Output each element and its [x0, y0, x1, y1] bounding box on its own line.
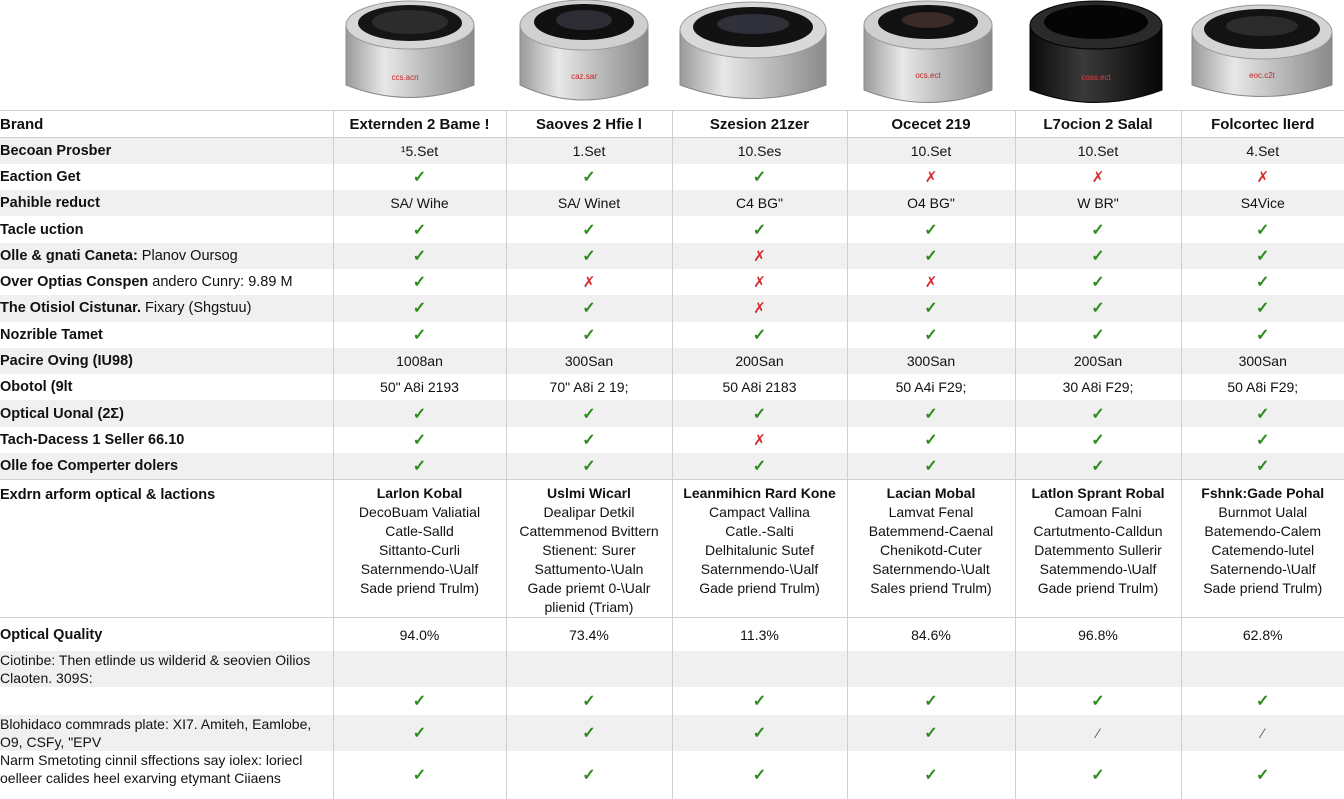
check-icon: ✓: [582, 327, 595, 344]
check-icon: ✓: [413, 248, 426, 265]
feature-line: Saternmendo-\Ualf: [334, 560, 506, 579]
table-cell: [672, 687, 847, 715]
table-cell: [1015, 651, 1181, 687]
feature-line: Latlon Sprant Robal: [1016, 484, 1181, 503]
feature-line: Gade priend Trulm): [1016, 579, 1181, 598]
column-header: Szesion 21zer: [672, 111, 847, 138]
table-cell: 300San: [847, 348, 1015, 374]
table-cell: [1181, 715, 1344, 751]
feature-line: Camoan Falni: [1016, 503, 1181, 522]
table-cell: [1181, 751, 1344, 799]
check-icon: ✓: [413, 767, 426, 784]
table-cell: [1181, 164, 1344, 190]
feature-line: DecoBuam Valiatial: [334, 503, 506, 522]
faint-mark-icon: ⁄: [1262, 725, 1264, 741]
feature-line: Leanmihicn Rard Kone: [673, 484, 847, 503]
table-cell: [1015, 715, 1181, 751]
table-row: [0, 453, 1344, 479]
table-cell: [333, 400, 506, 426]
table-cell: [672, 216, 847, 242]
svg-text:caz.sar: caz.sar: [571, 72, 597, 81]
table-cell: [333, 453, 506, 479]
table-cell: [672, 453, 847, 479]
header-row: [0, 111, 1344, 138]
lens-image-row: [0, 0, 1344, 110]
table-row: [0, 216, 1344, 242]
feature-line: Sittanto-Curli: [334, 541, 506, 560]
check-icon: ✓: [1091, 327, 1104, 344]
table-cell: [333, 715, 506, 751]
table-cell: [1015, 751, 1181, 799]
table-cell: 4.Set: [1181, 138, 1344, 164]
feature-line: Larlon Kobal: [334, 484, 506, 503]
cross-icon: ✗: [925, 169, 938, 186]
table-cell: [1015, 687, 1181, 715]
check-icon: ✓: [924, 327, 937, 344]
check-icon: ✓: [413, 300, 426, 317]
optical-quality-value: 84.6%: [847, 617, 1015, 651]
table-cell: [847, 751, 1015, 799]
table-cell: [333, 243, 506, 269]
row-label-text: Obotol (9lt: [0, 379, 73, 395]
check-icon: ✓: [924, 693, 937, 710]
row-label: [0, 374, 333, 400]
table-cell: [672, 651, 847, 687]
table-cell: 200San: [672, 348, 847, 374]
optical-quality-value: 94.0%: [333, 617, 506, 651]
row-label-text: Nozrible Tamet: [0, 327, 103, 343]
table-cell: [1181, 427, 1344, 453]
table-cell: 1008an: [333, 348, 506, 374]
table-row: [0, 400, 1344, 426]
check-icon: ✓: [582, 406, 595, 423]
check-icon: ✓: [1256, 693, 1269, 710]
check-icon: ✓: [413, 222, 426, 239]
check-icon: ✓: [413, 693, 426, 710]
table-row: [0, 190, 1344, 216]
check-icon: ✓: [413, 406, 426, 423]
table-cell: 10.Set: [1015, 138, 1181, 164]
table-cell: [1015, 453, 1181, 479]
check-icon: ✓: [753, 327, 766, 344]
table-cell: [506, 216, 672, 242]
check-icon: ✓: [1091, 458, 1104, 475]
check-icon: ✓: [1091, 693, 1104, 710]
table-row: [0, 427, 1344, 453]
features-label: Exdrn arform optical & lactions: [0, 479, 333, 617]
feature-line: Batemendo-Calem: [1182, 522, 1344, 541]
check-icon: ✓: [1256, 432, 1269, 449]
table-cell: [1015, 243, 1181, 269]
table-cell: [333, 164, 506, 190]
cross-icon: ✗: [583, 274, 596, 291]
table-cell: [506, 715, 672, 751]
check-icon: ✓: [924, 767, 937, 784]
check-icon: ✓: [413, 274, 426, 291]
table-cell: [847, 269, 1015, 295]
check-icon: ✓: [582, 767, 595, 784]
check-icon: ✓: [1091, 767, 1104, 784]
row-label-text: Olle & gnati Caneta:: [0, 248, 138, 264]
table-cell: [847, 715, 1015, 751]
table-cell: [847, 687, 1015, 715]
feature-line: Lacian Mobal: [848, 484, 1015, 503]
table-cell: 300San: [1181, 348, 1344, 374]
optical-quality-value: 11.3%: [672, 617, 847, 651]
feature-line: Sales priend Trulm): [848, 579, 1015, 598]
table-cell: [672, 427, 847, 453]
table-cell: [672, 400, 847, 426]
table-cell: 30 A8i F29;: [1015, 374, 1181, 400]
table-cell: [1181, 651, 1344, 687]
table-cell: O4 BG": [847, 190, 1015, 216]
feature-line: Gade priemt 0-\Ualr: [507, 579, 672, 598]
feature-line: Gade priend Trulm): [673, 579, 847, 598]
table-cell: [333, 751, 506, 799]
check-icon: ✓: [1256, 274, 1269, 291]
row-label: [0, 427, 333, 453]
check-icon: ✓: [1256, 248, 1269, 265]
table-cell: [506, 400, 672, 426]
row-label-text: Over Optias Conspen: [0, 274, 148, 290]
row-label-text: The Otisiol Cistunar.: [0, 300, 141, 316]
table-cell: [1181, 322, 1344, 348]
row-label: Blohidaco commrads plate: XI7. Amiteh, Eamlobe, O9, CSFy, "EPV: [0, 715, 333, 751]
table-cell: [847, 243, 1015, 269]
features-cell: [847, 479, 1015, 617]
check-icon: ✓: [924, 300, 937, 317]
feature-line: Delhitalunic Sutef: [673, 541, 847, 560]
table-row: [0, 164, 1344, 190]
table-cell: 10.Set: [847, 138, 1015, 164]
check-icon: ✓: [413, 327, 426, 344]
row-label: [0, 348, 333, 374]
check-icon: ✓: [1256, 406, 1269, 423]
cross-icon: ✗: [753, 274, 766, 291]
feature-line: Cartutmento-Calldun: [1016, 522, 1181, 541]
check-icon: ✓: [582, 222, 595, 239]
check-icon: ✓: [1091, 406, 1104, 423]
row-label-text: Pahible reduct: [0, 195, 100, 211]
cross-icon: ✗: [753, 432, 766, 449]
row-label-text: Pacire Oving (IU98): [0, 353, 133, 369]
table-cell: 200San: [1015, 348, 1181, 374]
row-label: [0, 164, 333, 190]
check-icon: ✓: [924, 725, 937, 742]
feature-line: Chenikotd-Cuter: [848, 541, 1015, 560]
table-cell: 50 A8i 2183: [672, 374, 847, 400]
table-cell: [333, 427, 506, 453]
row-label: Narm Smetoting cinnil sffections say iolex: loriecl oelleer calides heel exarving etymant Ciiaens: [0, 751, 333, 799]
table-cell: [1181, 400, 1344, 426]
check-icon: ✓: [582, 725, 595, 742]
table-cell: SA/ Wihe: [333, 190, 506, 216]
table-cell: [672, 164, 847, 190]
table-cell: [1015, 269, 1181, 295]
table-row: [0, 138, 1344, 164]
check-icon: ✓: [753, 693, 766, 710]
table-cell: 50 A4i F29;: [847, 374, 1015, 400]
cross-icon: ✗: [1256, 169, 1269, 186]
row-label-text: Tach-Dacess 1 Seller 66.10: [0, 432, 184, 448]
table-cell: [333, 687, 506, 715]
lens-black-5: [1030, 1, 1162, 103]
svg-text:coss.ect: coss.ect: [1081, 73, 1111, 82]
check-icon: ✓: [1091, 300, 1104, 317]
check-icon: ✓: [582, 458, 595, 475]
table-cell: 10.Ses: [672, 138, 847, 164]
table-cell: [333, 322, 506, 348]
check-icon: ✓: [582, 300, 595, 317]
check-icon: ✓: [753, 767, 766, 784]
table-cell: [1181, 295, 1344, 321]
check-icon: ✓: [924, 248, 937, 265]
table-cell: [1181, 687, 1344, 715]
row-label: [0, 295, 333, 321]
table-cell: ¹5.Set: [333, 138, 506, 164]
check-icon: ✓: [1256, 458, 1269, 475]
row-label: [0, 400, 333, 426]
feature-line: Cattemmenod Bvittern: [507, 522, 672, 541]
faint-mark-icon: ⁄: [1097, 725, 1099, 741]
table-cell: [847, 216, 1015, 242]
feature-line: Lamvat Fenal: [848, 503, 1015, 522]
column-header: L7ocion 2 Salal: [1015, 111, 1181, 138]
optical-quality-value: 73.4%: [506, 617, 672, 651]
optical-quality-value: 96.8%: [1015, 617, 1181, 651]
table-cell: [506, 295, 672, 321]
table-row: [0, 295, 1344, 321]
check-icon: ✓: [1091, 222, 1104, 239]
svg-text:ccs.acn: ccs.acn: [391, 73, 418, 82]
table-cell: [333, 295, 506, 321]
optical-quality-label: Optical Quality: [0, 617, 333, 651]
table-cell: [1015, 216, 1181, 242]
check-icon: ✓: [924, 458, 937, 475]
table-cell: [333, 651, 506, 687]
row-label-detail: Planov Oursog: [138, 248, 238, 264]
check-icon: ✓: [924, 432, 937, 449]
feature-line: Sade priend Trulm): [334, 579, 506, 598]
svg-text:eoc.c2t: eoc.c2t: [1249, 71, 1276, 80]
check-icon: ✓: [413, 458, 426, 475]
table-cell: [847, 295, 1015, 321]
check-icon: ✓: [413, 169, 426, 186]
row-label: [0, 243, 333, 269]
check-icon: ✓: [413, 432, 426, 449]
row-label-text: Olle foe Comperter dolers: [0, 458, 178, 474]
feature-line: Sade priend Trulm): [1182, 579, 1344, 598]
lens-images: [0, 0, 1344, 110]
feature-line: Satemmendo-\Ualf: [1016, 560, 1181, 579]
feature-line: Stienent: Surer: [507, 541, 672, 560]
check-icon: ✓: [753, 458, 766, 475]
row-label-text: Optical Uonal (2Σ): [0, 406, 124, 422]
lens-silver-2: [520, 0, 648, 100]
check-icon: ✓: [1091, 432, 1104, 449]
feature-line: Batemmend-Caenal: [848, 522, 1015, 541]
table-cell: [847, 651, 1015, 687]
table-cell: [847, 400, 1015, 426]
table-cell: [1015, 164, 1181, 190]
table-cell: [333, 216, 506, 242]
row-label-text: Becoan Prosber: [0, 143, 111, 159]
cross-icon: ✗: [1092, 169, 1105, 186]
table-row: [0, 243, 1344, 269]
table-cell: [506, 453, 672, 479]
row-label-detail: Fixary (Shgstuu): [141, 300, 251, 316]
svg-text:ocs.ect: ocs.ect: [915, 71, 941, 80]
table-cell: [506, 322, 672, 348]
feature-line: Catle.-Salti: [673, 522, 847, 541]
row-label: [0, 216, 333, 242]
row-label-text: Eaction Get: [0, 169, 81, 185]
table-cell: [847, 427, 1015, 453]
table-row: [0, 374, 1344, 400]
header-label: Brand: [0, 111, 333, 138]
feature-line: Saternmendo-\Ualt: [848, 560, 1015, 579]
feature-line: Catemendo-lutel: [1182, 541, 1344, 560]
column-header: Ocecet 219: [847, 111, 1015, 138]
check-icon: ✓: [582, 248, 595, 265]
features-cell: [1181, 479, 1344, 617]
table-cell: [1015, 400, 1181, 426]
cross-icon: ✗: [753, 300, 766, 317]
row-label: [0, 687, 333, 715]
feature-line: Campact Vallina: [673, 503, 847, 522]
table-cell: [1181, 216, 1344, 242]
table-cell: [672, 243, 847, 269]
table-row: [0, 348, 1344, 374]
table-cell: W BR": [1015, 190, 1181, 216]
column-header: Folcortec lIerd: [1181, 111, 1344, 138]
row-label-text: Tacle uction: [0, 222, 84, 238]
row-label: [0, 138, 333, 164]
feature-line: Dealipar Detkil: [507, 503, 672, 522]
feature-line: Burnmot Ualal: [1182, 503, 1344, 522]
row-label: [0, 453, 333, 479]
lens-silver-1: [346, 1, 474, 98]
table-cell: S4Vice: [1181, 190, 1344, 216]
check-icon: ✓: [1256, 327, 1269, 344]
table-cell: [506, 751, 672, 799]
feature-line: Datemmento Sullerir: [1016, 541, 1181, 560]
row-label: [0, 190, 333, 216]
check-icon: ✓: [753, 725, 766, 742]
check-icon: ✓: [413, 725, 426, 742]
table-row: [0, 751, 1344, 799]
table-cell: SA/ Winet: [506, 190, 672, 216]
table-cell: 50 A8i F29;: [1181, 374, 1344, 400]
table-row: [0, 322, 1344, 348]
table-cell: 50" A8i 2193: [333, 374, 506, 400]
table-cell: [506, 651, 672, 687]
lens-silver-6: [1192, 5, 1332, 97]
table-row: [0, 269, 1344, 295]
features-cell: [672, 479, 847, 617]
check-icon: ✓: [582, 693, 595, 710]
feature-line: Catle-Salld: [334, 522, 506, 541]
table-cell: [1015, 427, 1181, 453]
feature-line: Saternendo-\Ualf: [1182, 560, 1344, 579]
table-cell: [672, 715, 847, 751]
table-cell: [847, 453, 1015, 479]
check-icon: ✓: [924, 222, 937, 239]
table-cell: [672, 751, 847, 799]
lens-silver-3: [680, 2, 826, 99]
table-cell: [1181, 269, 1344, 295]
comparison-table: [0, 110, 1344, 799]
table-cell: [1181, 243, 1344, 269]
cross-icon: ✗: [925, 274, 938, 291]
feature-line: Fshnk:Gade Pohal: [1182, 484, 1344, 503]
table-cell: 70" A8i 2 19;: [506, 374, 672, 400]
features-cell: [506, 479, 672, 617]
row-label-detail: andero Cunry: 9.89 M: [148, 274, 292, 290]
feature-line: Sattumento-\Ualn: [507, 560, 672, 579]
check-icon: ✓: [1256, 300, 1269, 317]
table-row: [0, 715, 1344, 751]
feature-line: Uslmi Wicarl: [507, 484, 672, 503]
table-cell: [847, 164, 1015, 190]
table-cell: [672, 269, 847, 295]
row-label: [0, 269, 333, 295]
feature-line: Saternmendo-\Ualf: [673, 560, 847, 579]
check-icon: ✓: [1256, 767, 1269, 784]
cross-icon: ✗: [753, 248, 766, 265]
check-icon: ✓: [582, 432, 595, 449]
row-label: [0, 322, 333, 348]
table-cell: [1015, 295, 1181, 321]
check-icon: ✓: [1091, 248, 1104, 265]
check-icon: ✓: [1256, 222, 1269, 239]
optical-quality-value: 62.8%: [1181, 617, 1344, 651]
check-icon: ✓: [1091, 274, 1104, 291]
table-cell: [506, 427, 672, 453]
check-icon: ✓: [753, 222, 766, 239]
column-header: Saoves 2 Hfie l: [506, 111, 672, 138]
table-cell: [672, 322, 847, 348]
table-cell: 300San: [506, 348, 672, 374]
table-row: [0, 651, 1344, 687]
table-cell: [1181, 453, 1344, 479]
table-cell: [1015, 322, 1181, 348]
column-header: Externden 2 Bame !: [333, 111, 506, 138]
table-cell: [506, 269, 672, 295]
check-icon: ✓: [924, 406, 937, 423]
features-row: [0, 479, 1344, 617]
table-cell: [506, 164, 672, 190]
feature-line: plienid (Triam): [507, 598, 672, 617]
table-cell: [333, 269, 506, 295]
table-cell: [506, 243, 672, 269]
row-label: Ciotinbe: Then etlinde us wilderid & seovien Oilios Claoten. 309S:: [0, 651, 333, 687]
table-cell: [847, 322, 1015, 348]
features-cell: [333, 479, 506, 617]
check-icon: ✓: [582, 169, 595, 186]
table-cell: C4 BG": [672, 190, 847, 216]
table-cell: 1.Set: [506, 138, 672, 164]
table-cell: [672, 295, 847, 321]
lens-silver-4: [864, 1, 992, 103]
table-cell: [506, 687, 672, 715]
features-cell: [1015, 479, 1181, 617]
check-icon: ✓: [753, 169, 766, 186]
table-row: [0, 687, 1344, 715]
check-icon: ✓: [753, 406, 766, 423]
optical-quality-row: [0, 617, 1344, 651]
